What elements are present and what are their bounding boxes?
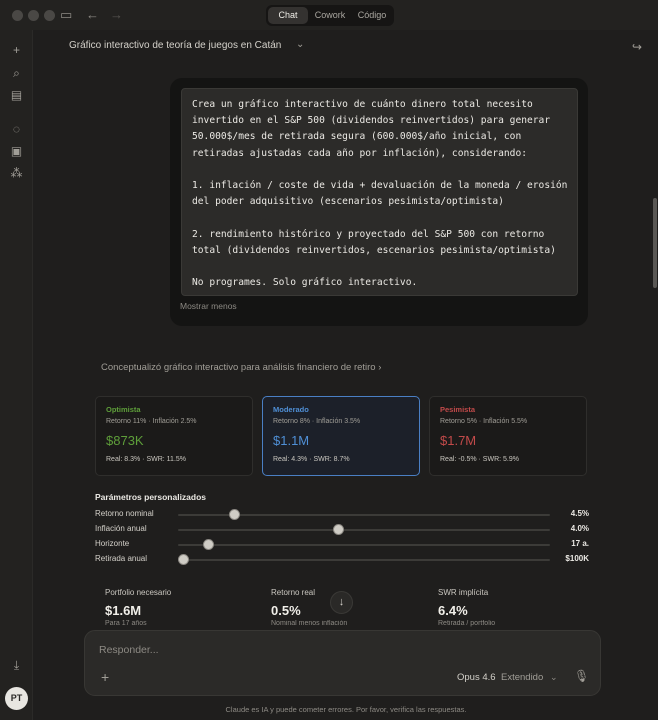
chats-icon[interactable]: ◌ <box>12 122 21 136</box>
param-retorno-nominal <box>95 508 589 522</box>
prompt-line: 50.000$/mes de retirada segura (600.000$/año inicial, con <box>192 131 522 143</box>
scenario-card-optimista[interactable] <box>95 396 253 476</box>
prompt-line: invertido en el S&P 500 (dividendos reinvertidos) para generar <box>192 115 551 127</box>
param-value: 4.5% <box>570 509 589 518</box>
prompt-line: total (dividendos reinvertidos, escenarios pesimista/optimista) <box>192 244 556 256</box>
param-label: Retirada anual <box>95 554 148 563</box>
search-icon[interactable]: ⌕ <box>13 66 20 80</box>
title-bar <box>0 0 658 30</box>
new-chat-icon[interactable]: + <box>12 43 20 57</box>
share-icon[interactable]: ↪ <box>632 40 643 54</box>
chevron-down-icon[interactable]: ⌄ <box>550 672 558 682</box>
slider-thumb[interactable] <box>203 539 214 550</box>
slider-thumb[interactable] <box>229 509 240 520</box>
slider-thumb[interactable] <box>178 554 189 565</box>
scenario-foot: Real: -0.5% · SWR: 5.9% <box>440 456 519 463</box>
microphone-icon[interactable]: 🎙︎ <box>574 669 590 683</box>
param-horizonte <box>95 538 589 552</box>
result-sub: Para 17 años <box>105 620 147 627</box>
scenario-value: $873K <box>106 433 144 448</box>
scenario-value: $1.7M <box>440 433 477 448</box>
result-portfolio <box>105 588 171 628</box>
params-title: Parámetros personalizados <box>95 492 207 502</box>
show-less-link[interactable]: Mostrar menos <box>180 301 237 311</box>
result-value: $1.6M <box>105 603 142 618</box>
scroll-down-arrow-icon[interactable]: ↓ <box>330 591 353 614</box>
result-label: Portfolio necesario <box>105 588 172 597</box>
scenario-params: Retorno 8% · Inflación 3.5% <box>273 418 361 425</box>
prompt-line: No programes. Solo gráfico interactivo. <box>192 277 418 289</box>
composer <box>84 630 601 696</box>
scenario-card-pesimista[interactable] <box>429 396 587 476</box>
result-label: SWR implícita <box>438 588 489 597</box>
param-inflacion-anual <box>95 523 589 537</box>
param-label: Horizonte <box>95 539 130 548</box>
maximize-window-button[interactable] <box>44 10 55 21</box>
scenario-label: Optimista <box>106 405 141 414</box>
chevron-down-icon[interactable]: ⌄ <box>296 39 305 50</box>
result-sub: Retirada / portfolio <box>438 620 496 627</box>
prompt-line: 2. rendimiento histórico y proyectado del S&P 500 con retorno <box>192 228 545 240</box>
scrollbar[interactable] <box>653 198 657 288</box>
scenario-foot: Real: 4.3% · SWR: 8.7% <box>273 456 350 463</box>
slider-thumb[interactable] <box>333 524 344 535</box>
prompt-code-block <box>181 88 578 296</box>
add-attachment-icon[interactable]: + <box>101 669 110 685</box>
mode-switcher <box>266 5 394 26</box>
back-arrow-icon[interactable]: ← <box>86 7 99 22</box>
model-selector[interactable]: Opus 4.6 <box>457 672 496 683</box>
tab-cowork[interactable]: Cowork <box>314 10 346 20</box>
avatar[interactable]: PT <box>5 687 28 710</box>
user-message <box>170 78 588 326</box>
result-swr <box>438 588 495 628</box>
reply-input[interactable]: Responder... <box>99 644 159 656</box>
prompt-line: 1. inflación / coste de vida + devaluación de la moneda / erosión <box>192 179 568 191</box>
download-icon[interactable]: ⤓ <box>13 658 20 672</box>
tab-chat[interactable]: Chat <box>268 7 308 24</box>
forward-arrow-icon[interactable]: → <box>110 7 123 22</box>
param-retirada-anual <box>95 553 589 567</box>
scenario-foot: Real: 8.3% · SWR: 11.5% <box>106 456 187 463</box>
result-value: 0.5% <box>271 603 301 618</box>
thinking-summary[interactable] <box>101 362 381 373</box>
prompt-line <box>192 210 567 226</box>
scenario-value: $1.1M <box>273 433 310 448</box>
param-label: Retorno nominal <box>95 509 154 518</box>
param-value: $100K <box>565 554 589 563</box>
chevron-right-icon: › <box>378 362 382 373</box>
prompt-line: del poder adquisitivo (escenarios pesimista/optimista) <box>192 196 504 208</box>
scenario-params: Retorno 11% · Inflación 2.5% <box>106 418 197 425</box>
result-sub: Nominal menos inflación <box>271 620 348 627</box>
projects-icon[interactable]: ▣ <box>10 144 23 158</box>
prompt-line: retiradas ajustadas cada año por inflación), considerando: <box>192 147 528 159</box>
prompt-line <box>192 162 567 178</box>
artifacts-icon[interactable]: ⁂ <box>10 166 23 180</box>
slider-track[interactable] <box>178 559 550 561</box>
slider-track[interactable] <box>178 544 550 546</box>
scenario-label: Moderado <box>273 405 309 414</box>
scenario-params: Retorno 5% · Inflación 5.5% <box>440 418 528 425</box>
result-label: Retorno real <box>271 588 316 597</box>
param-label: Inflación anual <box>95 524 147 533</box>
thinking-mode-selector[interactable]: Extendido <box>501 672 544 683</box>
prompt-line <box>192 259 567 275</box>
conversation-title[interactable]: Gráfico interactivo de teoría de juegos en Catán <box>69 40 282 51</box>
scenario-card-moderado[interactable] <box>262 396 420 476</box>
briefcase-icon[interactable]: ▤ <box>10 88 23 102</box>
param-value: 4.0% <box>570 524 589 533</box>
param-value: 17 a. <box>571 539 589 548</box>
close-window-button[interactable] <box>12 10 23 21</box>
slider-track[interactable] <box>178 514 550 516</box>
slider-track[interactable] <box>178 529 550 531</box>
minimize-window-button[interactable] <box>28 10 39 21</box>
tab-codigo[interactable]: Código <box>357 10 387 20</box>
disclaimer: Claude es IA y puede cometer errores. Por favor, verifica las respuestas. <box>225 705 467 714</box>
result-value: 6.4% <box>438 603 468 618</box>
scenario-label: Pesimista <box>440 405 476 414</box>
prompt-line: Crea un gráfico interactivo de cuánto dinero total necesito <box>192 99 533 110</box>
sidebar <box>0 30 33 720</box>
sidebar-toggle-icon[interactable]: ▭ <box>60 7 73 22</box>
main-content <box>34 30 658 720</box>
thinking-summary-text: Conceptualizó gráfico interactivo para análisis financiero de retiro <box>101 362 376 373</box>
